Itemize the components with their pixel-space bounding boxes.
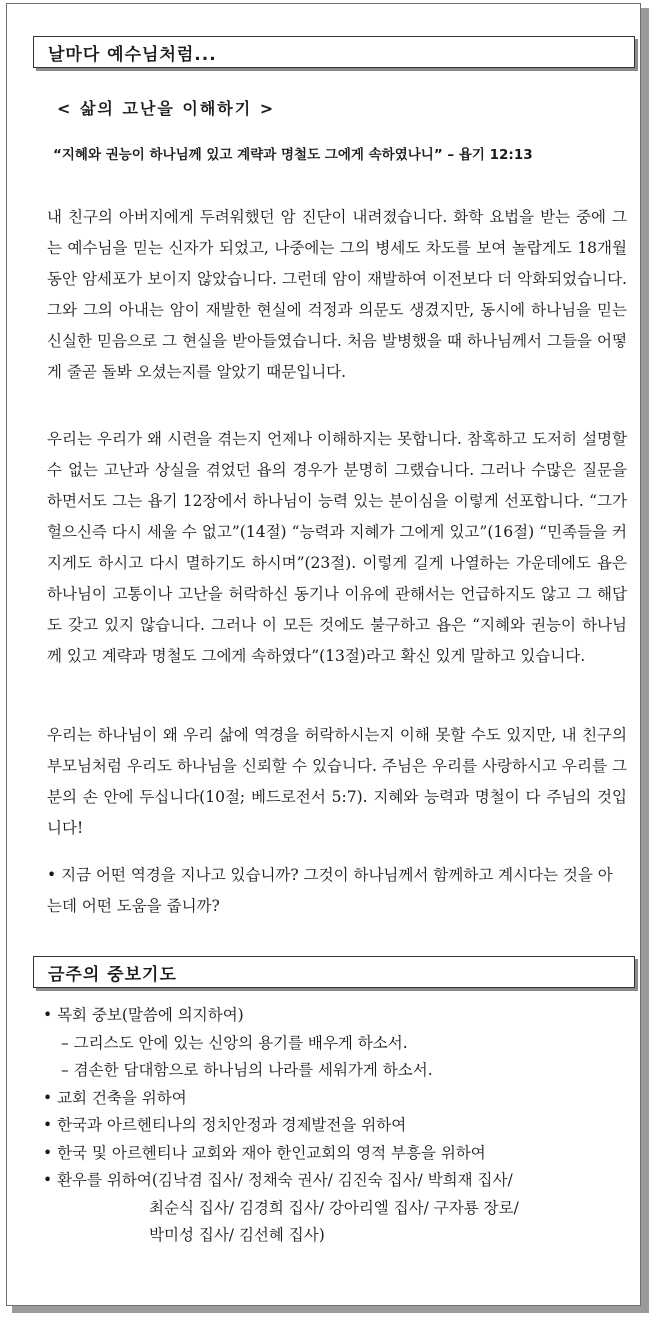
- section-header-prayer: [33, 956, 635, 988]
- list-item: • 목회 중보(말씀에 의지하여): [43, 1006, 244, 1024]
- section-title: 날마다 예수님처럼...: [48, 45, 217, 65]
- paragraph-2: 우리는 우리가 왜 시련을 겪는지 언제나 이해하지는 못합니다. 참혹하고 도저히 설명할 수 없는 고난과 상실을 겪었던 욥의 경우가 분명히 그랬습니다. 그러나 수많은 질문을 하면서도 그는 욥기 12장에서 하나님이 능력 있는 분이심을 이렇게 선포합니다. “그가 헐으신즉 다시 세울 수 없고”(14절) “능력과 지혜가 그에게 있고”(16절) “민족들을 커지게도 하시고 다시 멸하기도 하시며”(23절). 이렇게 길게 나열하는 가운데에도 욥은 하나님이 고통이나 고난을 허락하신 동기나 이유에 관해서는 언급하지도 않고 그 해답도 갖고 있지 않습니다. 그러나 이 모든 것에도 불구하고 욥은 “지혜와 권능이 하나님께 있고 계략과 명철도 그에게 속하였다”(13절)라고 확신 있게 말하고 있습니다.: [47, 430, 627, 665]
- paragraph-1: 내 친구의 아버지에게 두려워했던 암 진단이 내려졌습니다. 화학 요법을 받는 중에 그는 예수님을 믿는 신자가 되었고, 나중에는 그의 병세도 차도를 보여 놀랍게도 18개월 동안 암세포가 보이지 않았습니다. 그런데 암이 재발하여 이전보다 더 악화되었습니다. 그와 그의 아내는 암이 재발한 현실에 걱정과 의문도 생겼지만, 동시에 하나님을 믿는 신실한 믿음으로 그 현실을 받아들였습니다. 처음 발병했을 때 하나님께서 그들을 어떻게 줄곧 돌봐 오셨는지를 알았기 때문입니다.: [47, 208, 627, 381]
- prayer-list: [43, 1002, 643, 1250]
- reflection-question: • 지금 어떤 역경을 지나고 있습니까? 그것이 하나님께서 함께하고 계시다는 것을 아는데 어떤 도움을 줍니까?: [47, 866, 613, 915]
- bulletin-page: [6, 3, 641, 1306]
- list-item: 박미성 집사/ 김선혜 집사): [149, 1226, 325, 1244]
- list-item: • 교회 건축을 위하여: [43, 1088, 187, 1107]
- list-item: • 한국과 아르헨티나의 정치안정과 경제발전을 위하여: [43, 1116, 407, 1134]
- section-title: 금주의 중보기도: [48, 965, 177, 985]
- paragraph-3: 우리는 하나님이 왜 우리 삶에 역경을 허락하시는지 이해 못할 수도 있지만, 내 친구의 부모님처럼 우리도 하나님을 신뢰할 수 있습니다. 주님은 우리를 사랑하시고 우리를 그분의 손 안에 두십니다(10절; 베드로전서 5:7). 지혜와 능력과 명철이 다 주님의 것입니다!: [47, 726, 627, 837]
- devotion-subtitle: < 삶의 고난을 이해하기 >: [57, 99, 276, 118]
- list-item: – 그리스도 안에 있는 신앙의 용기를 배우게 하소서.: [61, 1033, 408, 1052]
- list-item: – 겸손한 담대함으로 하나님의 나라를 세워가게 하소서.: [61, 1061, 433, 1079]
- list-item: • 한국 및 아르헨티나 교회와 재아 한인교회의 영적 부흥을 위하여: [43, 1143, 486, 1162]
- list-item: • 환우를 위하여(김낙겸 집사/ 정채숙 권사/ 김진숙 집사/ 박희재 집사/: [43, 1171, 513, 1189]
- section-header-daily-devotion: [33, 36, 635, 68]
- scripture-verse: “지혜와 권능이 하나님께 있고 계략과 명철도 그에게 속하였나니” – 욥기 12:13: [53, 147, 533, 163]
- list-item: 최순식 집사/ 김경희 집사/ 강아리엘 집사/ 구자룡 장로/: [149, 1198, 519, 1217]
